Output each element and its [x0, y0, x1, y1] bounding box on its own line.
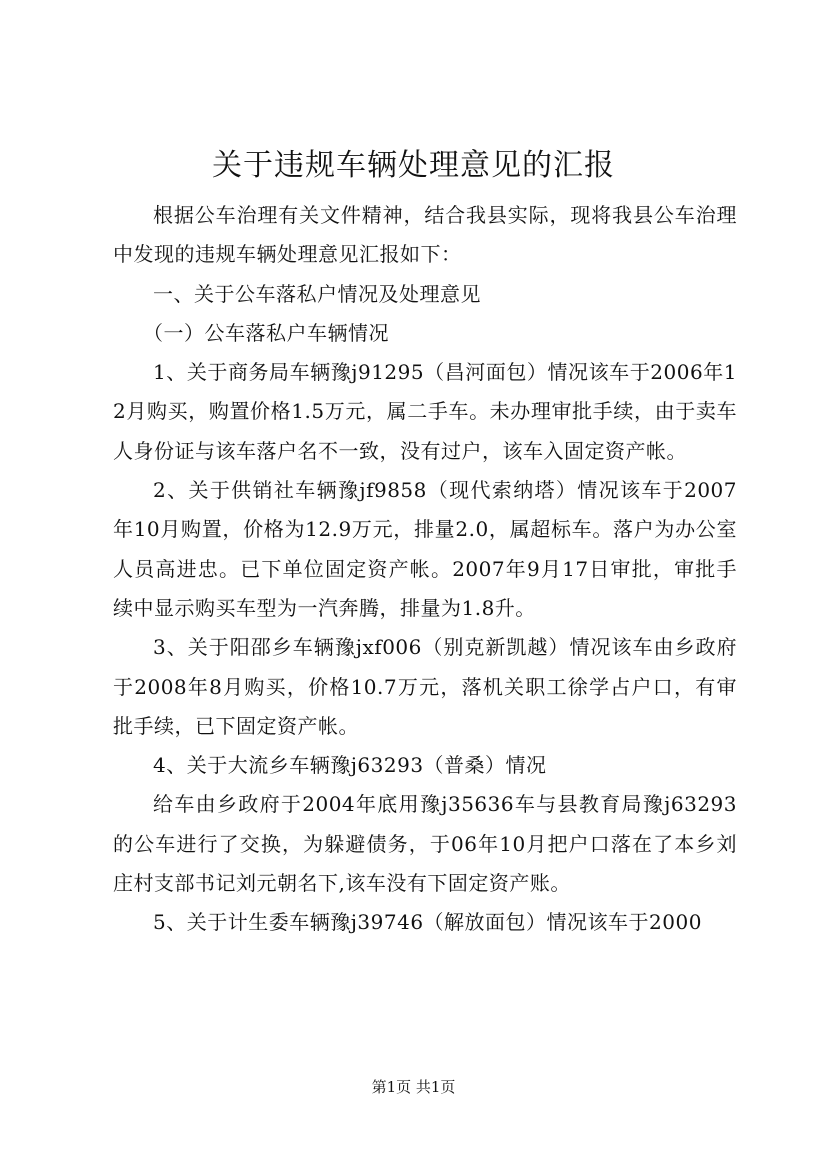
paragraph-item-5: 5、关于计生委车辆豫j39746（解放面包）情况该车于2000	[153, 910, 702, 935]
document-title: 关于违规车辆处理意见的汇报	[212, 148, 615, 183]
paragraph-item-3: 3、关于阳邵乡车辆豫jxf006（别克新凯越）情况该车由乡政府于2008年8月购买，价格10.7万元，落机关职工徐学占户口，有审批手续，已下固定资产帐。	[113, 635, 737, 738]
paragraph-item-2: 2、关于供销社车辆豫jf9858（现代索纳塔）情况该车于2007年10月购置，价格为12.9万元，排量2.0，属超标车。落户为办公室人员高进忠。已下单位固定资产帐。2007年9月17日审批，审批手续中显示购买车型为一汽奔腾，排量为1.8升。	[113, 478, 737, 620]
page-number-footer: 第1页 共1页	[371, 1078, 456, 1096]
section-heading-1: 一、关于公车落私户情况及处理意见	[153, 281, 481, 306]
subsection-heading-1: （一）公车落私户车辆情况	[143, 320, 389, 345]
document-body	[113, 196, 737, 943]
paragraph-intro: 根据公车治理有关文件精神，结合我县实际，现将我县公车治理中发现的违规车辆处理意见汇报如下：	[113, 203, 737, 267]
paragraph-item-1: 1、关于商务局车辆豫j91295（昌河面包）情况该车于2006年12月购买，购置价格1.5万元，属二手车。未办理审批手续，由于卖车人身份证与该车落户名不一致，没有过户，该车入固定资产帐。	[113, 360, 737, 463]
paragraph-item-4-heading: 4、关于大流乡车辆豫j63293（普桑）情况	[153, 753, 547, 778]
paragraph-item-4-body: 给车由乡政府于2004年底用豫j35636车与县教育局豫j63293的公车进行了交换，为躲避债务，于06年10月把户口落在了本乡刘庄村支部书记刘元朝名下,该车没有下固定资产账。	[113, 792, 737, 896]
